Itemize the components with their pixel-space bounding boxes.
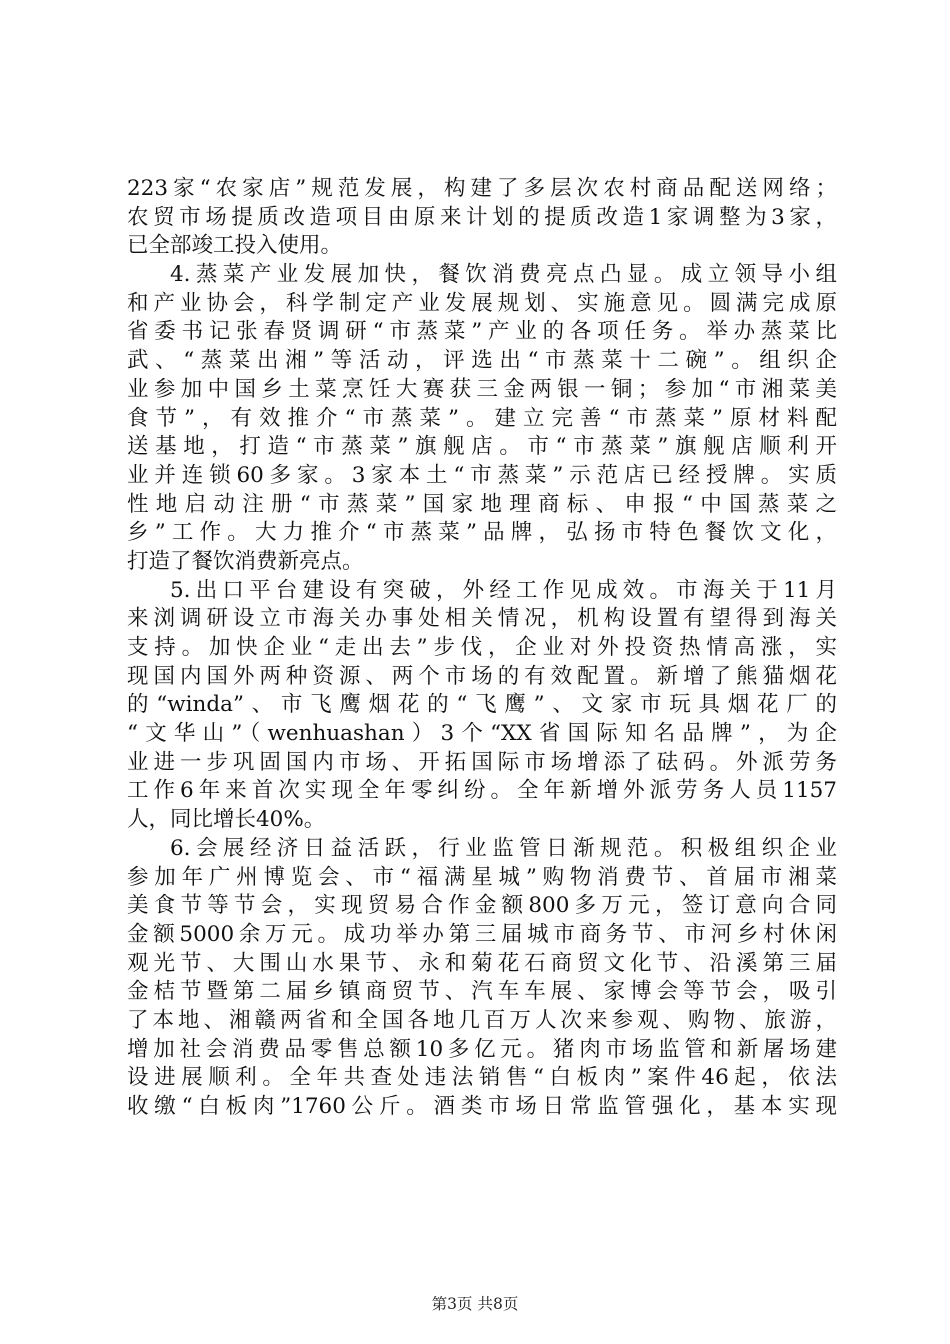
text-line: 223家“农家店”规范发展，构建了多层次农村商品配送网络； bbox=[127, 176, 837, 201]
text-line: 人，同比增长40%。 bbox=[127, 807, 326, 833]
text-line: 农贸市场提质改造项目由原来计划的提质改造1家调整为3家， bbox=[127, 204, 837, 230]
text-line: 业参加中国乡土菜烹饪大赛获三金两银一铜；参加“市湘菜美 bbox=[127, 376, 837, 402]
page-footer: 第3页 共8页 bbox=[431, 1295, 519, 1313]
text-line: 参加年广州博览会、市“福满星城”购物消费节、首届市湘菜 bbox=[127, 864, 837, 890]
text-line: 收缴“白板肉”1760公斤。酒类市场日常监管强化，基本实现 bbox=[127, 1094, 837, 1119]
text-line: 和产业协会，科学制定产业发展规划、实施意见。圆满完成原 bbox=[127, 290, 837, 316]
text-line: 设进展顺利。全年共查处违法销售“白板肉”案件46起，依法 bbox=[127, 1065, 837, 1091]
text-line: 业进一步巩固国内市场、开拓国际市场增添了砝码。外派劳务 bbox=[127, 749, 837, 775]
text-line: 观光节、大围山水果节、永和菊花石商贸文化节、沿溪第三届 bbox=[127, 950, 837, 976]
text-line: 业并连锁60多家。3家本土“市蒸菜”示范店已经授牌。实质 bbox=[127, 462, 837, 488]
text-line: 送基地，打造“市蒸菜”旗舰店。市“市蒸菜”旗舰店顺利开 bbox=[127, 434, 837, 460]
text-line: 武、“蒸菜出湘”等活动，评选出“市蒸菜十二碗”。组织企 bbox=[127, 348, 837, 374]
text-line: 4.蒸菜产业发展加快，餐饮消费亮点凸显。成立领导小组 bbox=[170, 262, 837, 288]
text-line: 省委书记张春贤调研“市蒸菜”产业的各项任务。举办蒸菜比 bbox=[127, 319, 837, 345]
text-line: 金额5000余万元。成功举办第三届城市商务节、市河乡村休闲 bbox=[127, 921, 837, 947]
text-line: 已全部竣工投入使用。 bbox=[127, 233, 343, 259]
text-line: 性地启动注册“市蒸菜”国家地理商标、申报“中国蒸菜之 bbox=[127, 491, 837, 517]
text-line: 增加社会消费品零售总额10多亿元。猪肉市场监管和新屠场建 bbox=[127, 1036, 837, 1062]
text-line: 了本地、湘赣两省和全国各地几百万人次来参观、购物、旅游， bbox=[127, 1007, 837, 1033]
text-line: 现国内国外两种资源、两个市场的有效配置。新增了熊猫烟花 bbox=[127, 663, 837, 689]
text-line: 金桔节暨第二届乡镇商贸节、汽车车展、家博会等节会，吸引 bbox=[127, 979, 837, 1005]
text-line: 支持。加快企业“走出去”步伐，企业对外投资热情高涨，实 bbox=[127, 635, 837, 660]
text-line: 食节”，有效推介“市蒸菜”。建立完善“市蒸菜”原材料配 bbox=[127, 405, 837, 431]
text-line: 打造了餐饮消费新亮点。 bbox=[127, 548, 364, 574]
text-line: 6.会展经济日益活跃，行业监管日渐规范。积极组织企业 bbox=[170, 835, 837, 861]
text-line: “文华山”（wenhuashan）3个“XX省国际知名品牌”，为企 bbox=[127, 721, 837, 747]
text-line: 来浏调研设立市海关办事处相关情况，机构设置有望得到海关 bbox=[127, 606, 837, 632]
text-line: 乡”工作。大力推介“市蒸菜”品牌，弘扬市特色餐饮文化， bbox=[127, 520, 837, 546]
text-line: 工作6年来首次实现全年零纠纷。全年新增外派劳务人员1157 bbox=[127, 778, 837, 804]
text-line: 的“winda”、市飞鹰烟花的“飞鹰”、文家市玩具烟花厂的 bbox=[127, 692, 837, 718]
text-line: 美食节等节会，实现贸易合作金额800多万元，签订意向合同 bbox=[127, 893, 837, 919]
text-line: 5.出口平台建设有突破，外经工作见成效。市海关于11月 bbox=[170, 577, 837, 603]
document-body bbox=[127, 175, 837, 1122]
